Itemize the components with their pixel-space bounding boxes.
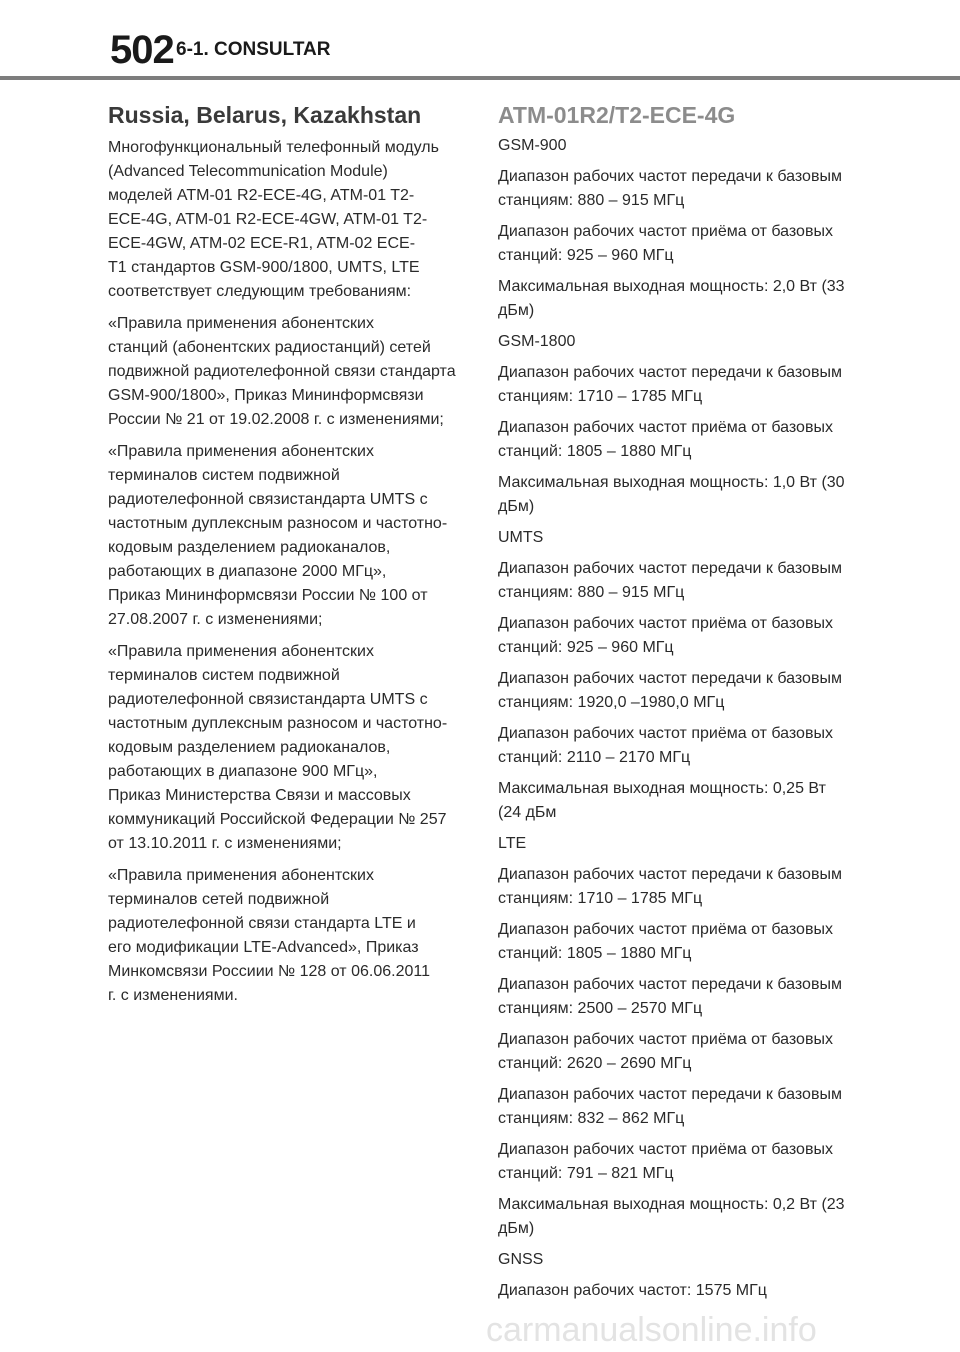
paragraph (498, 722, 858, 770)
text-line: станциям: 832 – 862 МГц (498, 1110, 685, 1127)
text-line: работающих в диапазоне 900 МГц», (108, 763, 378, 780)
text-line: радиотелефонной связистандарта UMTS с (108, 691, 428, 708)
text-line: соответствует следующим требованиям: (108, 283, 412, 300)
text-line: работающих в диапазоне 2000 МГц», (108, 563, 387, 580)
paragraph (498, 220, 858, 268)
text-line: станций: 925 – 960 МГц (498, 639, 674, 656)
paragraph (498, 1028, 858, 1076)
section-title: 6-1. CONSULTAR (176, 39, 331, 60)
left-column (108, 98, 468, 1016)
text-line: Диапазон рабочих частот передачи к базовым (498, 670, 842, 687)
paragraph (498, 330, 858, 354)
paragraph (108, 864, 468, 1008)
paragraph (498, 134, 858, 158)
text-line: станций (абонентских радиостанций) сетей (108, 339, 431, 356)
paragraph (498, 165, 858, 213)
text-line: Диапазон рабочих частот передачи к базовым (498, 168, 842, 185)
text-line: Максимальная выходная мощность: 2,0 Вт (33 (498, 278, 845, 295)
text-line: «Правила применения абонентских (108, 643, 374, 660)
paragraph (498, 918, 858, 966)
paragraph (498, 612, 858, 660)
text-line: станций: 1805 – 1880 МГц (498, 945, 692, 962)
text-line: радиотелефонной связистандарта UMTS с (108, 491, 428, 508)
text-line: Минкомсвязи Россиии № 128 от 06.06.2011 (108, 963, 430, 980)
left-paragraphs (108, 136, 468, 1008)
text-line: (Advanced Telecommunication Module) (108, 163, 388, 180)
page-header (0, 0, 960, 84)
text-line: Диапазон рабочих частот передачи к базовым (498, 866, 842, 883)
text-line: станциям: 1710 – 1785 МГц (498, 890, 703, 907)
text-line: подвижной радиотелефонной связи стандарта (108, 363, 456, 380)
text-line: UMTS (498, 529, 544, 546)
text-line: г. с изменениями. (108, 987, 238, 1004)
paragraph (108, 312, 468, 432)
paragraph (498, 471, 858, 519)
text-line: дБм) (498, 498, 535, 515)
text-line: GSM-900/1800», Приказ Мининформсвязи (108, 387, 424, 404)
text-line: станциям: 2500 – 2570 МГц (498, 1000, 703, 1017)
text-line: терминалов систем подвижной (108, 467, 340, 484)
paragraph (498, 1083, 858, 1131)
text-line: частотным дуплексным разносом и частотно- (108, 515, 448, 532)
text-line: (24 дБм (498, 804, 557, 821)
text-line: станций: 791 – 821 МГц (498, 1165, 674, 1182)
text-line: Диапазон рабочих частот приёма от базовых (498, 725, 833, 742)
text-line: дБм) (498, 1220, 535, 1237)
left-heading: Russia, Belarus, Kazakhstan (108, 102, 422, 128)
paragraph (498, 361, 858, 409)
paragraph (498, 777, 858, 825)
text-line: кодовым разделением радиоканалов, (108, 539, 391, 556)
text-line: Диапазон рабочих частот: 1575 МГц (498, 1282, 767, 1299)
text-line: терминалов систем подвижной (108, 667, 340, 684)
text-line: Приказ Мининформсвязи России № 100 от (108, 587, 428, 604)
text-line: Приказ Министерства Связи и массовых (108, 787, 411, 804)
text-line: Диапазон рабочих частот приёма от базовых (498, 1031, 833, 1048)
text-line: Диапазон рабочих частот передачи к базовым (498, 1086, 842, 1103)
paragraph (498, 1193, 858, 1241)
paragraph (498, 526, 858, 550)
text-line: станциям: 880 – 915 МГц (498, 192, 685, 209)
text-line: Диапазон рабочих частот приёма от базовых (498, 1141, 833, 1158)
text-line: коммуникаций Российской Федерации № 257 (108, 811, 447, 828)
text-line: Диапазон рабочих частот передачи к базовым (498, 560, 842, 577)
text-line: моделей ATM-01 R2-ECE-4G, ATM-01 T2- (108, 187, 415, 204)
text-line: Диапазон рабочих частот приёма от базовых (498, 419, 833, 436)
text-line: терминалов сетей подвижной (108, 891, 330, 908)
text-line: станций: 2620 – 2690 МГц (498, 1055, 692, 1072)
header-divider (0, 76, 960, 80)
paragraph (498, 557, 858, 605)
text-line: частотным дуплексным разносом и частотно- (108, 715, 448, 732)
text-line: дБм) (498, 302, 535, 319)
text-line: кодовым разделением радиоканалов, (108, 739, 391, 756)
text-line: России № 21 от 19.02.2008 г. с изменениями; (108, 411, 444, 428)
paragraph (498, 667, 858, 715)
text-line: Диапазон рабочих частот приёма от базовых (498, 921, 833, 938)
text-line: Многофункциональный телефонный модуль (108, 139, 439, 156)
text-line: радиотелефонной связи стандарта LTE и (108, 915, 416, 932)
paragraph (108, 136, 468, 304)
paragraph (108, 640, 468, 856)
text-line: LTE (498, 835, 527, 852)
text-line: Диапазон рабочих частот передачи к базовым (498, 976, 842, 993)
text-line: ECE-4GW, ATM-02 ECE-R1, ATM-02 ECE- (108, 235, 416, 252)
text-line: станций: 925 – 960 МГц (498, 247, 674, 264)
text-line: Диапазон рабочих частот передачи к базовым (498, 364, 842, 381)
text-line: GSM-900 (498, 137, 567, 154)
text-line: станциям: 1920,0 –1980,0 МГц (498, 694, 725, 711)
text-line: «Правила применения абонентских (108, 443, 374, 460)
text-line: ECE-4G, ATM-01 R2-ECE-4GW, ATM-01 T2- (108, 211, 428, 228)
text-line: Диапазон рабочих частот приёма от базовых (498, 223, 833, 240)
text-line: Максимальная выходная мощность: 1,0 Вт (30 (498, 474, 845, 491)
text-line: его модификации LTE-Advanced», Приказ (108, 939, 419, 956)
text-line: «Правила применения абонентских (108, 867, 374, 884)
right-heading: ATM-01R2/T2-ECE-4G (498, 102, 736, 128)
paragraph (498, 832, 858, 856)
paragraph (498, 973, 858, 1021)
paragraph (498, 1248, 858, 1272)
page-number: 502 (110, 28, 174, 72)
text-line: станций: 2110 – 2170 МГц (498, 749, 691, 766)
text-line: Диапазон рабочих частот приёма от базовых (498, 615, 833, 632)
text-line: 27.08.2007 г. с изменениями; (108, 611, 323, 628)
paragraph (498, 1279, 858, 1303)
text-line: GSM-1800 (498, 333, 576, 350)
text-line: T1 стандартов GSM-900/1800, UMTS, LTE (108, 259, 420, 276)
watermark: carmanualsonline.info (486, 1311, 817, 1349)
text-line: станциям: 880 – 915 МГц (498, 584, 685, 601)
paragraph (108, 440, 468, 632)
paragraph (498, 863, 858, 911)
right-paragraphs (498, 134, 858, 1303)
paragraph (498, 275, 858, 323)
text-line: от 13.10.2011 г. с изменениями; (108, 835, 342, 852)
text-line: станциям: 1710 – 1785 МГц (498, 388, 703, 405)
text-line: «Правила применения абонентских (108, 315, 374, 332)
text-line: GNSS (498, 1251, 544, 1268)
text-line: Максимальная выходная мощность: 0,25 Вт (498, 780, 826, 797)
paragraph (498, 1138, 858, 1186)
text-line: станций: 1805 – 1880 МГц (498, 443, 692, 460)
paragraph (498, 416, 858, 464)
right-column (498, 98, 858, 1310)
text-line: Максимальная выходная мощность: 0,2 Вт (23 (498, 1196, 845, 1213)
